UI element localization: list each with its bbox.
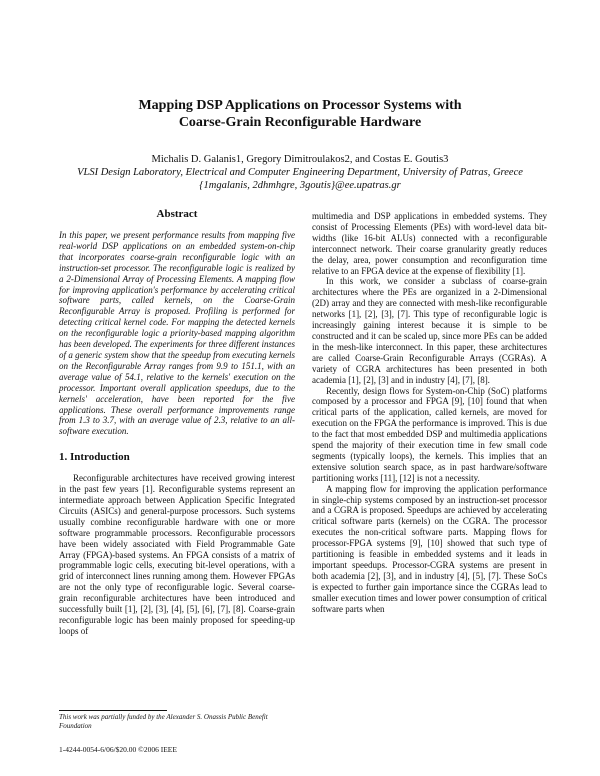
- intro-paragraph-4: Recently, design flows for System-on-Chip (SoC) platforms composed by a processor and FPGA [9], [10] found that when critical parts of the application, called kernels, are moved for execution on the FPGA the performance is improved. This is due to the fact that most embedded DSP and multimedia applications spend the majority of their execution time in few small code segments (typically loops), the kernels. This implies that an extensive solution search space, as in past hardware/software partitioning works [11], [12] is not a necessity.: [312, 385, 547, 483]
- intro-paragraph-2-continued: multimedia and DSP applications in embedded systems. They consist of Processing Elements (PEs) with word-level data bit-widths (like 16-bit ALUs) connected with a reconfigurable interconnect network. Their coarse granularity greatly reduces the delay, area, power consumption and reconfiguration time relative to an FPGA device at the expense of flexibility [1].: [312, 211, 547, 276]
- left-column: [59, 208, 295, 637]
- author-emails: {1mgalanis, 2dhmhgre, 3goutis}@ee.upatras.gr: [199, 180, 401, 191]
- title-line-2: Coarse-Grain Reconfigurable Hardware: [178, 115, 422, 130]
- intro-paragraph-5: A mapping flow for improving the application performance in single-chip systems composed by an instruction-set processor and a CGRA is proposed. Speedups are achieved by accelerating critical software parts (kernels) on the CGRA. The processor executes the non-critical software parts. Mapping flows for processor-FPGA systems [9], [10] showed that such type of partitioning is feasible in embedded systems and it leads in important speedups. Processor-CGRA systems are present in both academia [2], [3], and in industry [4], [5], [7]. These SoCs is expected to further gain importance since the CGRAs lead to smaller execution times and lower power consumption of critical software parts when: [312, 483, 547, 614]
- intro-paragraph-3: In this work, we consider a subclass of coarse-grain architectures where the PEs are organized in a 2-Dimensional (2D) array and they are connected with mesh-like reconfigurable networks [1], [2], [3], [7]. This type of reconfigurable logic is increasingly gaining interest because it is simple to be constructed and it can be scaled up, since more PEs can be added in the mesh-like interconnect. In this paper, these architectures are called Coarse-Grain Reconfigurable Arrays (CGRAs). A variety of CGRA architectures has been presented in both academia [1], [2], [3] and in industry [4], [7], [8].: [312, 276, 547, 385]
- funding-footnote: This work was partially funded by the Alexander S. Onassis Public Benefit Foundation: [59, 713, 268, 730]
- footnote-rule: [59, 710, 167, 711]
- author-list: Michalis D. Galanis1, Gregory Dimitroulakos2, and Costas E. Goutis3: [151, 154, 449, 165]
- intro-paragraph-1: Reconfigurable architectures have received growing interest in the past few years [1]. Reconfigurable systems represent an intermediate approach between Application Specific Integrated Circuits (ASICs) and general-purpose processors. Such systems usually combine reconfigurable hardware with one or more software programmable processors. Reconfigurable processors have been widely associated with Field Programmable Gate Array (FPGA)-based systems. An FPGA consists of a matrix of programmable logic cells, executing bit-level operations, with a grid of interconnect lines running among them. However FPGAs are not the only type of reconfigurable logic. Several coarse-grain reconfigurable architectures have been introduced and successfully built [1], [2], [3], [4], [5], [6], [7], [8]. Coarse-grain reconfigurable logic has been mainly proposed for speeding-up loops of: [59, 473, 295, 636]
- affiliation-text: VLSI Design Laboratory, Electrical and Computer Engineering Department, University of Patras, Greece: [77, 167, 523, 178]
- copyright-notice: 1-4244-0054-6/06/$20.00 ©2006 IEEE: [59, 745, 177, 754]
- right-column: [312, 211, 547, 615]
- affiliation: [0, 166, 600, 192]
- paper-title: [0, 97, 600, 131]
- abstract-heading: Abstract: [156, 208, 198, 220]
- title-line-1: Mapping DSP Applications on Processor Systems with: [138, 98, 462, 113]
- section-heading-introduction: 1. Introduction: [59, 451, 130, 464]
- abstract-text: In this paper, we present performance results from mapping five real-world DSP applications on an embedded system-on-chip that incorporates coarse-grain reconfigurable logic with an instruction-set processor. The reconfigurable logic is realized by a 2-Dimensional Array of Processing Elements. A mapping flow for improving application's performance by accelerating critical software parts, called kernels, on the Coarse-Grain Reconfigurable Array is proposed. Profiling is performed for detecting critical kernel code. For mapping the detected kernels on the reconfigurable logic a priority-based mapping algorithm has been developed. The experiments for three different instances of a generic system show that the speedup from executing kernels on the Reconfigurable Array ranges from 9.9 to 151.1, with an average value of 54.1, relative to the kernels' execution on the processor. Important overall application speedups, due to the kernels' acceleration, have been reported for the five applications. These overall performance improvements range from 1.3 to 3.7, with an average value of 2.3, relative to an all-software execution.: [59, 230, 295, 437]
